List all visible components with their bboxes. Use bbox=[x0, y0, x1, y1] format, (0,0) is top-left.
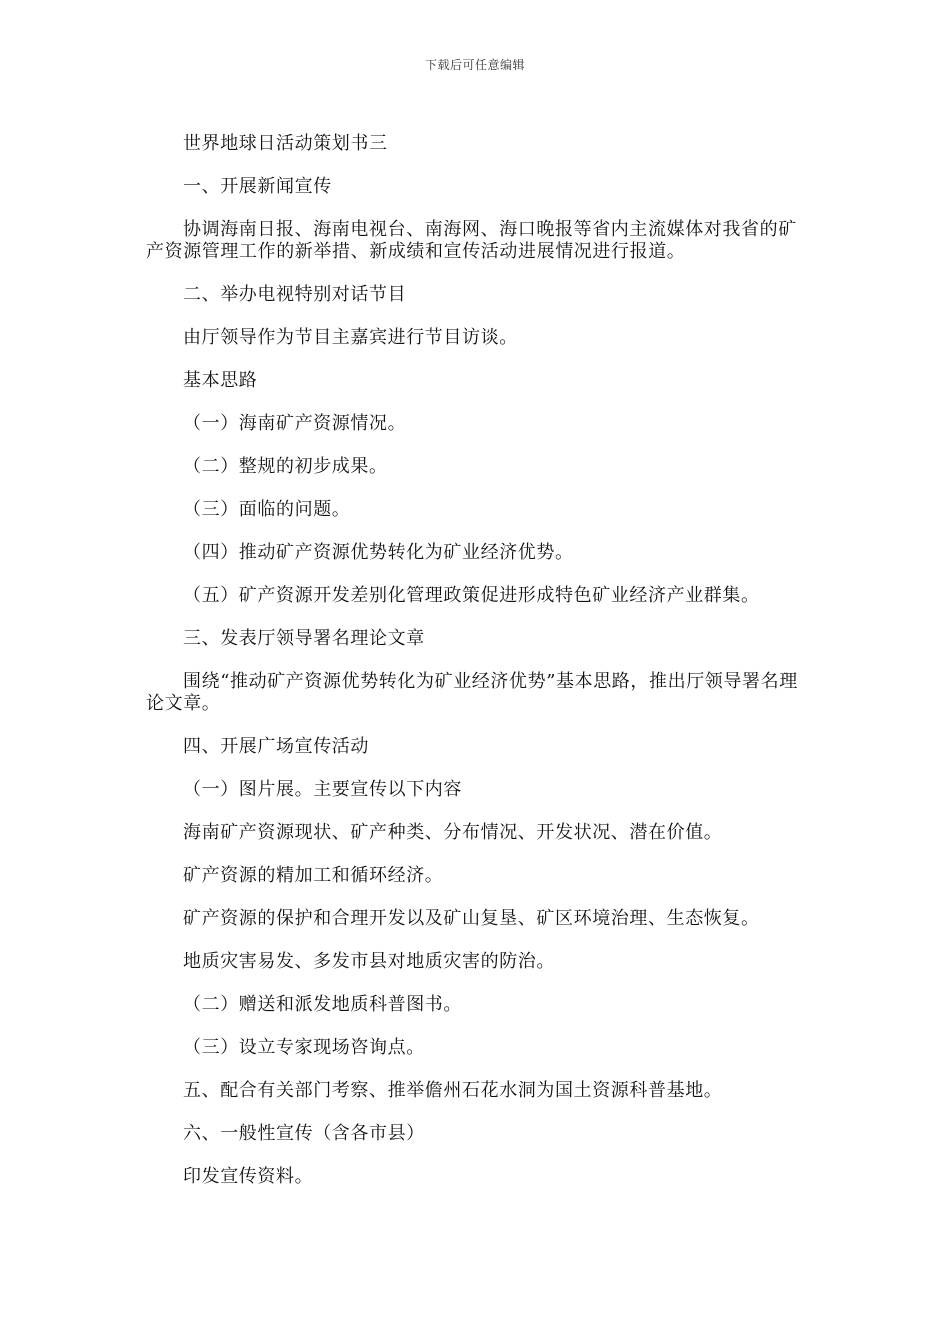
document-title: 世界地球日活动策划书三 bbox=[183, 133, 388, 154]
section-heading-4: 四、开展广场宣传活动 bbox=[183, 736, 369, 757]
section-heading-1: 一、开展新闻宣传 bbox=[183, 176, 332, 197]
section-heading-6: 六、一般性宣传（含各市县） bbox=[183, 1123, 425, 1144]
paragraph: 地质灾害易发、多发市县对地质灾害的防治。 bbox=[183, 951, 555, 972]
paragraph: 围绕“推动矿产资源优势转化为矿业经济优势”基本思路，推出厅领导署名理论文章。 bbox=[146, 671, 798, 714]
document-body bbox=[146, 133, 806, 1209]
list-item: （一）图片展。主要宣传以下内容 bbox=[183, 779, 462, 800]
list-item: （五）矿产资源开发差别化管理政策促进形成特色矿业经济产业群集。 bbox=[183, 585, 760, 606]
list-item: （四）推动矿产资源优势转化为矿业经济优势。 bbox=[183, 542, 574, 563]
paragraph: 印发宣传资料。 bbox=[183, 1166, 314, 1187]
paragraph: 海南矿产资源现状、矿产种类、分布情况、开发状况、潜在价值。 bbox=[183, 822, 723, 843]
section-heading-2: 二、举办电视特别对话节目 bbox=[183, 284, 407, 305]
list-item: （二）整规的初步成果。 bbox=[183, 456, 388, 477]
header-note: 下载后可任意编辑 bbox=[424, 58, 525, 72]
paragraph: 由厅领导作为节目主嘉宾进行节目访谈。 bbox=[183, 327, 518, 348]
section-heading-5: 五、配合有关部门考察、推举儋州石花水洞为国土资源科普基地。 bbox=[183, 1080, 723, 1101]
list-item: （三）面临的问题。 bbox=[183, 499, 351, 520]
list-item: （一）海南矿产资源情况。 bbox=[183, 413, 407, 434]
paragraph: 协调海南日报、海南电视台、南海网、海口晚报等省内主流媒体对我省的矿产资源管理工作的新举措、新成绩和宣传活动进展情况进行报道。 bbox=[146, 219, 797, 262]
list-item: （三）设立专家现场咨询点。 bbox=[183, 1037, 425, 1058]
section-heading-3: 三、发表厅领导署名理论文章 bbox=[183, 628, 425, 649]
list-item: （二）赠送和派发地质科普图书。 bbox=[183, 994, 462, 1015]
paragraph: 矿产资源的保护和合理开发以及矿山复垦、矿区环境治理、生态恢复。 bbox=[183, 908, 760, 929]
subheading: 基本思路 bbox=[183, 370, 258, 391]
paragraph: 矿产资源的精加工和循环经济。 bbox=[183, 865, 444, 886]
